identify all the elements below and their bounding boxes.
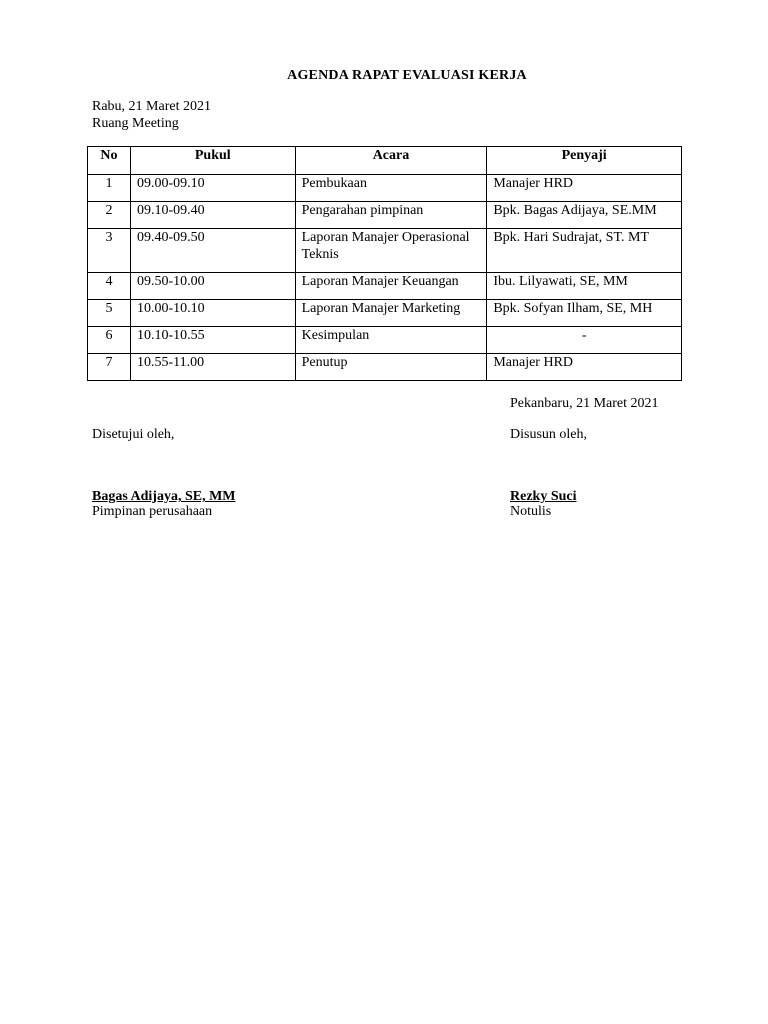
cell-pukul: 10.55-11.00 (130, 354, 295, 381)
table-row (88, 327, 682, 354)
approved-by-label: Disetujui oleh, (92, 427, 175, 442)
table-row (88, 229, 682, 273)
cell-acara: Pengarahan pimpinan (295, 202, 487, 229)
table-row (88, 175, 682, 202)
compiler-role: Notulis (510, 504, 552, 519)
agenda-table (87, 146, 682, 381)
header-penyaji: Penyaji (487, 147, 682, 175)
cell-penyaji: Bpk. Bagas Adijaya, SE.MM (487, 202, 682, 229)
cell-pukul: 10.10-10.55 (130, 327, 295, 354)
header-acara: Acara (295, 147, 487, 175)
table-row (88, 273, 682, 300)
cell-penyaji: Bpk. Sofyan Ilham, SE, MH (487, 300, 682, 327)
meeting-date: Rabu, 21 Maret 2021 (92, 99, 211, 114)
approver-name: Bagas Adijaya, SE, MM (92, 489, 236, 504)
cell-no: 7 (88, 354, 131, 381)
cell-no: 2 (88, 202, 131, 229)
table-row (88, 300, 682, 327)
cell-penyaji: Manajer HRD (487, 175, 682, 202)
table-header-row (88, 147, 682, 175)
place-date: Pekanbaru, 21 Maret 2021 (510, 396, 659, 411)
table-row (88, 354, 682, 381)
cell-acara: Laporan Manajer Operasional Teknis (295, 229, 487, 273)
cell-acara: Penutup (295, 354, 487, 381)
cell-pukul: 09.50-10.00 (130, 273, 295, 300)
cell-penyaji: - (487, 327, 682, 354)
table-row (88, 202, 682, 229)
document-title: AGENDA RAPAT EVALUASI KERJA (287, 68, 527, 83)
cell-pukul: 10.00-10.10 (130, 300, 295, 327)
cell-pukul: 09.40-09.50 (130, 229, 295, 273)
header-pukul: Pukul (130, 147, 295, 175)
cell-acara: Pembukaan (295, 175, 487, 202)
cell-penyaji: Ibu. Lilyawati, SE, MM (487, 273, 682, 300)
cell-pukul: 09.10-09.40 (130, 202, 295, 229)
meeting-room: Ruang Meeting (92, 116, 179, 131)
cell-penyaji: Manajer HRD (487, 354, 682, 381)
compiled-by-label: Disusun oleh, (510, 427, 587, 442)
approver-role: Pimpinan perusahaan (92, 504, 213, 519)
cell-penyaji: Bpk. Hari Sudrajat, ST. MT (487, 229, 682, 273)
cell-acara: Kesimpulan (295, 327, 487, 354)
compiler-name: Rezky Suci (510, 489, 577, 504)
header-no: No (88, 147, 131, 175)
cell-no: 3 (88, 229, 131, 273)
cell-no: 4 (88, 273, 131, 300)
cell-no: 5 (88, 300, 131, 327)
cell-no: 6 (88, 327, 131, 354)
cell-acara: Laporan Manajer Marketing (295, 300, 487, 327)
cell-no: 1 (88, 175, 131, 202)
cell-pukul: 09.00-09.10 (130, 175, 295, 202)
cell-acara: Laporan Manajer Keuangan (295, 273, 487, 300)
